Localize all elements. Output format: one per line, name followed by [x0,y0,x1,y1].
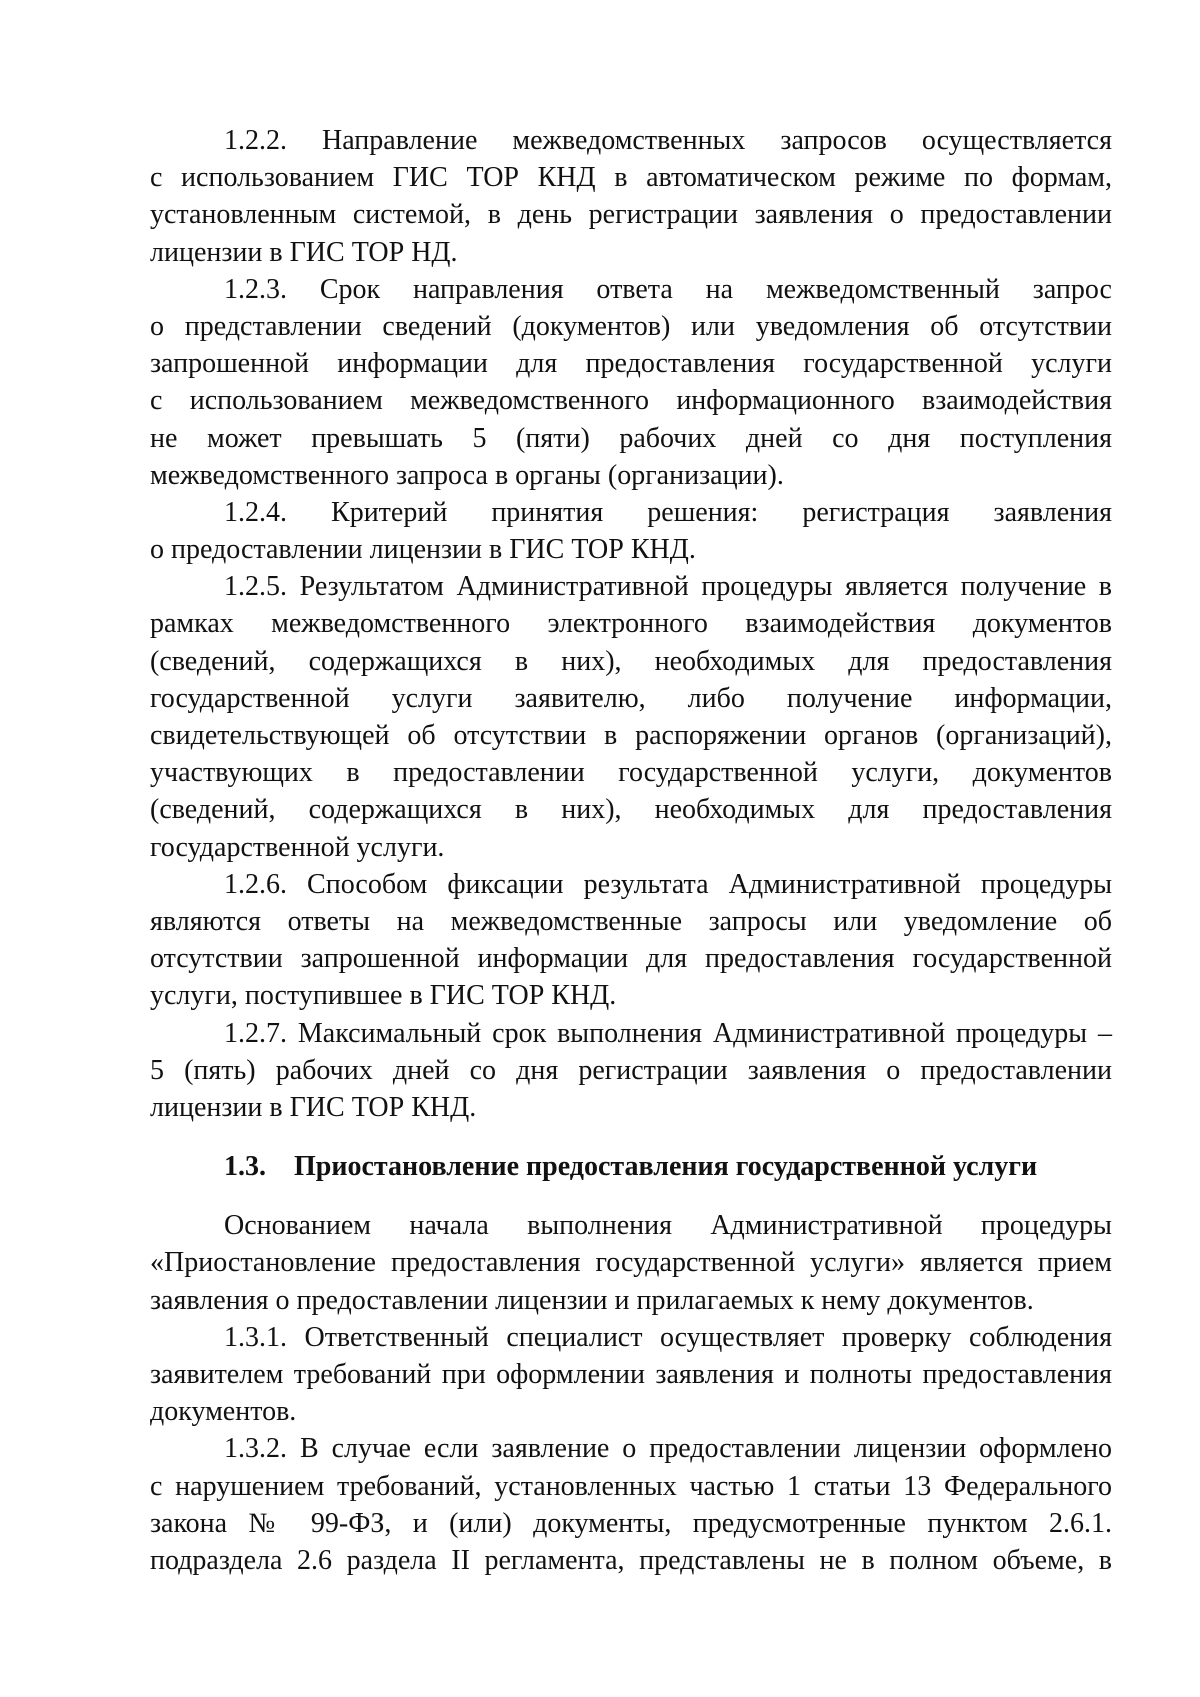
text-line: 1.3.2. В случае если заявление о предоставлении лицензии оформлено [224,1433,1112,1465]
text-line: подраздела 2.6 раздела II регламента, представлены не в полном объеме, в [150,1544,1112,1576]
text-line: Основанием начала выполнения Административной процедуры [224,1210,1112,1242]
text-line: о предоставлении лицензии в ГИС ТОР КНД. [150,534,696,566]
text-line: лицензии в ГИС ТОР НД. [150,236,458,268]
text-line: рамках межведомственного электронного взаимодействия документов [150,608,1112,640]
paragraph-1-3-intro [150,1207,1112,1319]
text-line: 1.2.2. Направление межведомственных запросов осуществляется [224,125,1112,156]
text-line: о представлении сведений (документов) или уведомления об отсутствии [150,310,1112,342]
text-line: заявителем требований при оформлении заявления и полноты предоставления [150,1359,1112,1390]
text-line: являются ответы на межведомственные запросы или уведомление об [150,905,1112,937]
paragraph-1-3-2 [150,1430,1112,1579]
text-line: не может превышать 5 (пяти) рабочих дней со дня поступления [150,422,1112,454]
text-line: 1.2.7. Максимальный срок выполнения Административной процедуры – [224,1017,1112,1049]
text-line: документов. [150,1396,297,1428]
text-line: с использованием ГИС ТОР КНД в автоматическом режиме по формам, [150,162,1112,194]
text-line: 5 (пять) рабочих дней со дня регистрации заявления о предоставлении [150,1054,1112,1086]
text-line: услуги, поступившее в ГИС ТОР КНД. [150,980,617,1012]
section-number: 1.3. [224,1151,266,1183]
paragraph-1-2-3 [150,271,1112,494]
text-line: (сведений, содержащихся в них), необходимых для предоставления [150,645,1112,677]
paragraph-1-2-5 [150,568,1112,866]
text-line: 1.2.4. Критерий принятия решения: регистрация заявления [224,496,1112,528]
text-line: с нарушением требований, установленных частью 1 статьи 13 Федерального [150,1470,1112,1502]
document-body [150,122,1112,1579]
section-heading [150,1148,1112,1185]
text-line: межведомственного запроса в органы (организации). [150,459,784,491]
text-line: лицензии в ГИС ТОР КНД. [150,1091,477,1123]
spacer [150,1126,1112,1148]
paragraph-1-3-1 [150,1319,1112,1431]
paragraph-1-2-2 [150,122,1112,271]
text-line: 1.2.3. Срок направления ответа на межведомственный запрос [224,273,1112,305]
text-line: 1.2.6. Способом фиксации результата Административной процедуры [224,868,1112,900]
text-line: участвующих в предоставлении государственной услуги, документов [150,757,1112,789]
section-title: Приостановление предоставления государственной услуги [294,1151,1038,1183]
text-line: государственной услуги. [150,831,445,863]
text-line: свидетельствующей об отсутствии в распоряжении органов (организаций), [150,720,1112,751]
text-line: (сведений, содержащихся в них), необходимых для предоставления [150,794,1112,826]
text-line: государственной услуги заявителю, либо получение информации, [150,682,1112,714]
text-line: «Приостановление предоставления государственной услуги» является прием [150,1247,1112,1279]
text-line: заявления о предоставлении лицензии и прилагаемых к нему документов. [150,1284,1034,1316]
text-line: запрошенной информации для предоставления государственной услуги [150,348,1112,380]
spacer [150,1185,1112,1207]
text-line: закона № 99-ФЗ, и (или) документы, предусмотренные пунктом 2.6.1. [150,1507,1112,1539]
text-line: отсутствии запрошенной информации для предоставления государственной [150,943,1112,975]
paragraph-1-2-4 [150,494,1112,568]
text-line: с использованием межведомственного информационного взаимодействия [150,385,1112,417]
paragraph-1-2-7 [150,1015,1112,1127]
text-line: 1.2.5. Результатом Административной процедуры является получение в [224,571,1112,603]
text-line: 1.3.1. Ответственный специалист осуществляет проверку соблюдения [224,1321,1112,1353]
text-line: установленным системой, в день регистрации заявления о предоставлении [150,199,1112,231]
paragraph-1-2-6 [150,866,1112,1015]
